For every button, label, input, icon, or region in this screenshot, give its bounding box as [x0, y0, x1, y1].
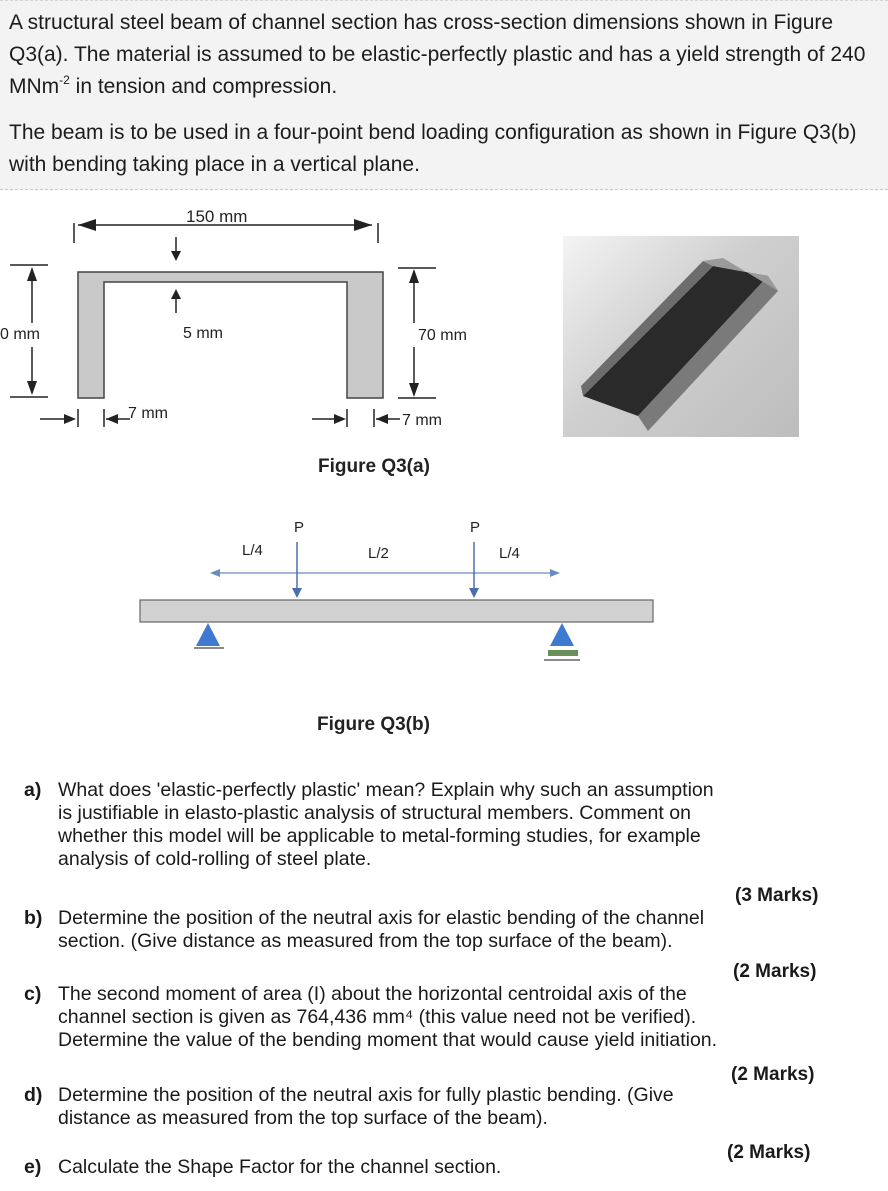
- arrow-head: [550, 569, 560, 577]
- steel-channel-photo: [563, 236, 799, 437]
- question-b-letter: b): [24, 907, 43, 929]
- arrow-head: [354, 219, 372, 231]
- question-line: is justifiable in elasto-plastic analysis of structural members. Comment on: [58, 802, 691, 824]
- problem-statement: [0, 0, 888, 190]
- question-c: [24, 983, 824, 1055]
- question-line: section. (Give distance as measured from the top surface of the beam).: [58, 930, 673, 952]
- question-line: whether this model will be applicable to metal-forming studies, for example: [58, 825, 701, 847]
- question-line: The second moment of area (I) about the horizontal centroidal axis of the: [58, 983, 687, 1005]
- arrow-head: [78, 219, 96, 231]
- four-point-bend-diagram: [130, 510, 670, 690]
- question-line: Determine the position of the neutral axis for fully plastic bending. (Give: [58, 1084, 674, 1106]
- question-e-letter: e): [24, 1156, 42, 1178]
- arrow-head: [376, 414, 388, 424]
- question-line: channel section is given as 764,436 mm⁴ (this value need not be verified).: [58, 1006, 697, 1028]
- question-a: [24, 779, 824, 879]
- arrow-head: [210, 569, 220, 577]
- span-mid-label: L/2: [368, 545, 389, 562]
- question-a-text: [58, 779, 714, 871]
- arrow-head: [106, 414, 118, 424]
- span-right-label: L/4: [499, 545, 520, 562]
- arrow-head: [469, 588, 479, 598]
- question-a-letter: a): [24, 779, 42, 801]
- width-label: 150 mm: [186, 207, 248, 226]
- arrow-head: [292, 588, 302, 598]
- question-line: Determine the position of the neutral axis for elastic bending of the channel: [58, 907, 705, 929]
- beam: [140, 600, 653, 622]
- arrow-head: [27, 267, 37, 281]
- question-d-text: [58, 1084, 674, 1130]
- question-d: [24, 1084, 824, 1132]
- arrow-head: [409, 269, 419, 283]
- question-e-text: [58, 1156, 501, 1179]
- intro-paragraph-2: The beam is to be used in a four-point bend loading configuration as shown in Figure Q3(b) with bending taking place in a vertical plane.: [9, 121, 857, 176]
- flange-thickness-label: 5 mm: [183, 325, 223, 342]
- arrow-head: [171, 289, 181, 299]
- question-c-text: [58, 983, 717, 1052]
- left-height-label: 0 mm: [0, 326, 40, 343]
- question-c-marks: (2 Marks): [731, 1064, 815, 1085]
- arrow-head: [171, 251, 181, 261]
- right-support-roller: [550, 623, 574, 646]
- question-line: analysis of cold-rolling of steel plate.: [58, 848, 372, 870]
- question-line: Determine the value of the bending moment that would cause yield initiation.: [58, 1029, 718, 1051]
- figure-q3a-caption: Figure Q3(a): [318, 456, 430, 477]
- channel-section-shape: [78, 272, 383, 398]
- arrow-head: [409, 383, 419, 397]
- question-c-letter: c): [24, 983, 42, 1005]
- question-b-marks: (2 Marks): [733, 961, 817, 982]
- question-line: Calculate the Shape Factor for the channel section.: [58, 1156, 502, 1178]
- question-b-text: [58, 907, 704, 953]
- question-b: [24, 907, 824, 955]
- load-right-label: P: [470, 519, 481, 536]
- question-d-letter: d): [24, 1084, 43, 1106]
- question-line: What does 'elastic-perfectly plastic' mean? Explain why such an assumption: [58, 779, 714, 801]
- intro-p1-tail: in tension and compression.: [69, 75, 338, 98]
- intro-paragraph-1: [9, 7, 879, 103]
- question-a-marks: (3 Marks): [735, 885, 819, 906]
- arrow-head: [27, 381, 37, 395]
- intro-p1-text: A structural steel beam of channel section has cross-section dimensions shown in Figure Q3(a). The material is assumed to be elastic-perfectly plastic and has a yield strength of 240 MNm: [9, 11, 866, 98]
- arrow-head: [334, 414, 346, 424]
- right-web-label: 7 mm: [402, 412, 442, 429]
- load-left-label: P: [294, 519, 305, 536]
- span-left-label: L/4: [242, 542, 263, 559]
- question-line: distance as measured from the top surface of the beam).: [58, 1107, 548, 1129]
- channel-section-diagram: [0, 195, 560, 495]
- question-d-marks: (2 Marks): [727, 1142, 811, 1163]
- arrow-head: [64, 414, 76, 424]
- units-exponent: -2: [59, 73, 70, 87]
- right-height-label: 70 mm: [418, 327, 467, 344]
- left-web-label: 7 mm: [128, 405, 168, 422]
- right-support-rollers: [548, 650, 578, 656]
- left-support-pin: [196, 623, 220, 646]
- question-e: [24, 1156, 724, 1182]
- figure-q3b-caption: Figure Q3(b): [317, 714, 430, 735]
